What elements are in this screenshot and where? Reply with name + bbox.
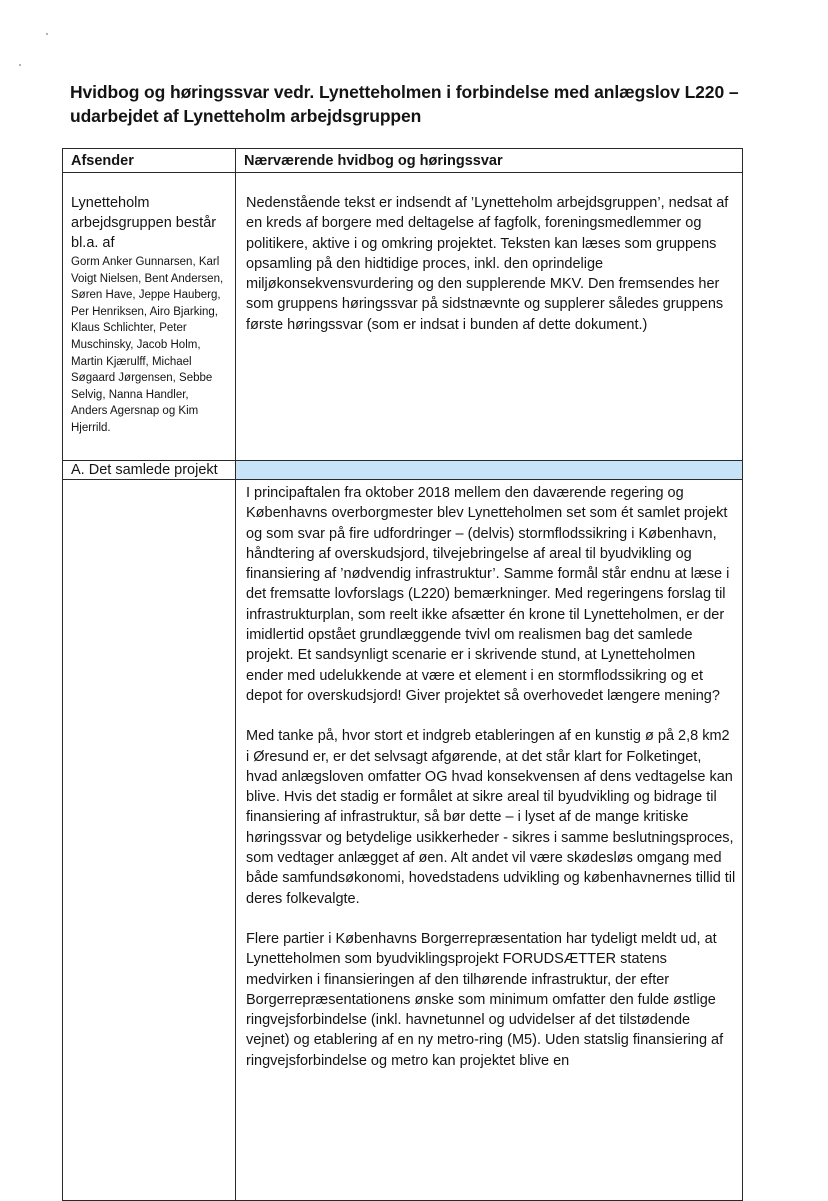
response-table <box>62 148 743 1201</box>
section-a-paragraph-3: Flere partier i Københavns Borgerrepræsentation har tydeligt meldt ud, at Lynetteholmen som byudviklingsprojekt FORUDSÆTTER statens medvirken i finansieringen af den tilhørende infrastruktur, der efter Borgerrepræsentationens ønske som minimum omfatter den fulde østlige ringvejsforbindelse (inkl. havnetunnel og udvidelser af det tilstødende vejnet) og etablering af en ny metro-ring (M5). Uden statslig finansiering af ringvejsforbindelse og metro kan projektet blive en <box>246 930 724 1069</box>
sender-cell <box>63 173 236 461</box>
table-header-row <box>63 149 743 173</box>
section-a-band <box>236 461 743 480</box>
section-a-paragraph-1: I principaftalen fra oktober 2018 mellem den daværende regering og Københavns overborgmester blev Lynetteholmen set som ét samlet projekt og som svar på fire udfordringer – (delvis) stormflodssikring i København, håndtering af overskudsjord, tilvejebringelse af areal til byudvikling og finansiering af ’nødvendig infrastruktur’. Samme formål står endnu at læse i det fremsatte lovforslags (L220) bemærkninger. Med regeringens forslag til infrastrukturplan, som reelt ikke afsætter én krone til Lynetteholmen, er der imidlertid opstået grundlæggende tvivl om realismen bag det samlede projekt. Et sandsynligt scenarie er i skrivende stund, at Lynetteholmen ender med udelukkende at være et element i en stormflodssikring og et depot for overskudsjord! Giver projektet så overhovedet længere mening? <box>246 485 730 704</box>
section-a-header-row <box>63 461 743 480</box>
content-header-cell <box>236 149 743 173</box>
sender-lead: Lynetteholm arbejdsgruppen består bl.a. af <box>71 195 217 251</box>
section-a-empty-cell <box>63 480 236 1201</box>
section-a-paragraph-2: Med tanke på, hvor stort et indgreb etableringen af en kunstig ø på 2,8 km2 i Øresund er, er det selvsagt afgørende, at det står klart for Folketinget, hvad anlægsloven omfatter OG hvad konsekvensen af dens vedtagelse kan blive. Hvis det stadig er formålet at sikre areal til byudvikling og bidrage til finansiering af infrastruktur, så bør dette – i lyset af de mange kritiske høringssvar og betydelige usikkerheder - sikres i samme beslutningsproces, som vedtager anlægget af øen. Alt andet vil være skødesløs omgang med både samfundsøkonomi, hovedstadens udvikling og københavnernes tillid til deres folkevalgte. <box>246 728 736 907</box>
sender-names: Gorm Anker Gunnarsen, Karl Voigt Nielsen, Bent Andersen, Søren Have, Jeppe Hauberg, Per Henriksen, Airo Bjarking, Klaus Schlichter, Peter Muschinsky, Jacob Holm, Martin Kjærulff, Michael Søgaard Jørgensen, Sebbe Selvig, Nanna Handler, Anders Agersnap og Kim Hjerrild. <box>71 256 224 434</box>
section-a-label-cell <box>63 461 236 480</box>
document-title: Hvidbog og høringssvar vedr. Lynetteholmen i forbindelse med anlægslov L220 – udarbejdet af Lynetteholm arbejdsgruppen <box>70 82 739 126</box>
section-a-label: A. Det samlede projekt <box>63 461 235 479</box>
section-a-content-cell <box>236 480 743 1201</box>
scan-speck <box>46 33 48 35</box>
content-header: Nærværende hvidbog og høringssvar <box>244 153 503 169</box>
scan-speck <box>19 64 21 66</box>
sender-header: Afsender <box>71 153 134 169</box>
intro-cell <box>236 173 743 461</box>
sender-header-cell <box>63 149 236 173</box>
intro-row <box>63 173 743 461</box>
intro-paragraph: Nedenstående tekst er indsendt af ’Lynetteholm arbejdsgruppen’, nedsat af en kreds af borgere med deltagelse af fagfolk, foreningsmedlemmer og politikere, aktive i og omkring projektet. Teksten kan læses som gruppens opsamling på den hidtidige proces, inkl. den oprindelige miljøkonsekvensvurdering og den supplerende MKV. Den fremsendes her som gruppens høringssvar på sidstnævnte og supplerer således gruppens første høringssvar (som er indsat i bunden af dette dokument.) <box>246 195 729 333</box>
section-a-row <box>63 480 743 1201</box>
